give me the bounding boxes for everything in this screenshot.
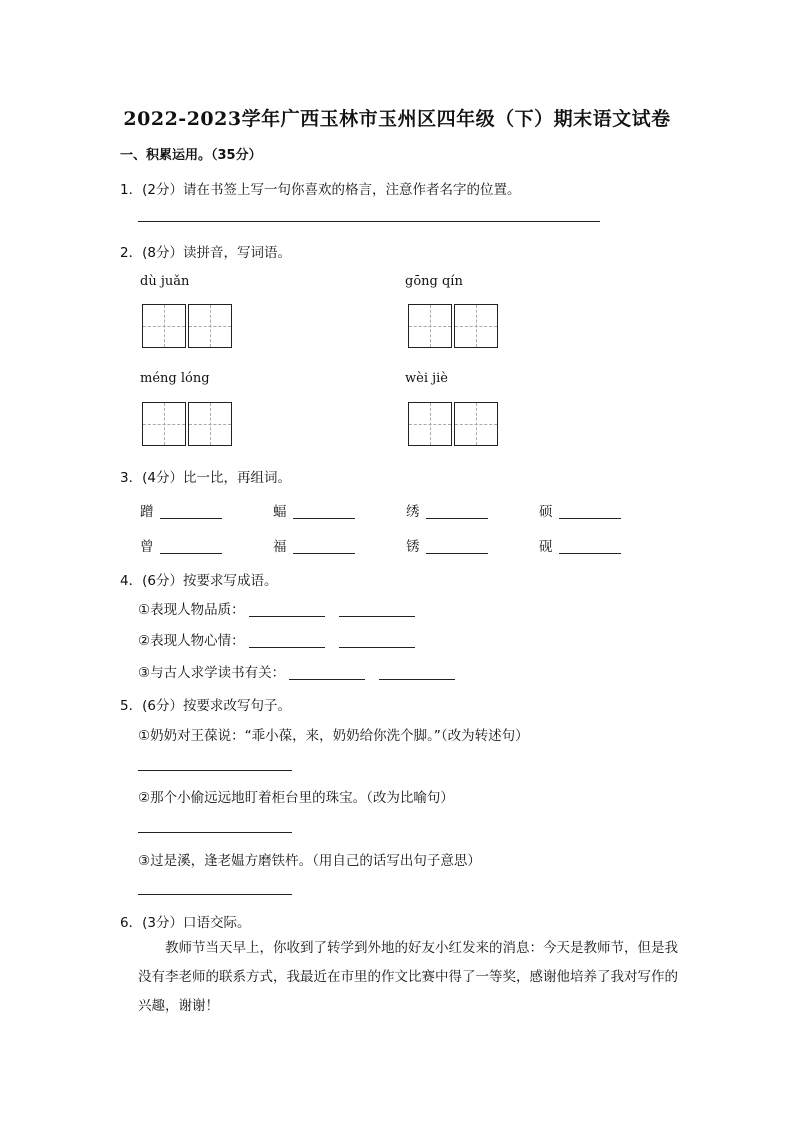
pinyin-1: dù juǎn [140,274,190,289]
answer-blank[interactable] [339,646,415,648]
answer-blank[interactable] [249,615,325,617]
char-item: 硕 [539,500,621,520]
answer-blank[interactable] [426,517,488,519]
page-title: 2022-2023学年广西玉林市玉州区四年级（下）期末语文试卷 [123,108,671,130]
char-item: 福 [273,535,355,555]
question-1: 1．(2分）请在书签上写一句你喜欢的格言，注意作者名字的位置。 [120,182,521,198]
rewrite-item-2: ②那个小偷远远地盯着柜台里的珠宝。（改为比喻句） [138,790,454,806]
question-4: 4．(6分）按要求写成语。 [120,573,278,589]
char-item: 砚 [539,535,621,555]
answer-blank[interactable] [426,552,488,554]
answer-blank[interactable] [379,678,455,680]
pinyin-3: méng lóng [140,371,210,386]
idiom-item-1: ①表现人物品质： [138,598,415,618]
idiom-item-2: ②表现人物心情： [138,629,415,649]
answer-blank[interactable] [249,646,325,648]
dialogue-paragraph: 教师节当天早上，你收到了转学到外地的好友小红发来的消息：今天是教师节，但是我没有李老师的联系方式，我最近在市里的作文比赛中得了一等奖，感谢他培养了我对写作的兴趣，谢谢！ [138,940,678,1014]
answer-blank[interactable] [339,615,415,617]
answer-blank[interactable] [160,517,222,519]
answer-line-q5-1[interactable] [138,770,292,771]
writing-grid-4[interactable] [408,402,498,446]
answer-blank[interactable] [289,678,365,680]
char-item: 锈 [406,535,488,555]
answer-line-q1[interactable] [138,221,600,222]
pinyin-4: wèi jiè [405,371,448,386]
answer-blank[interactable] [559,552,621,554]
char-item: 蝠 [273,500,355,520]
rewrite-item-1: ①奶奶对王葆说：“乖小葆，来，奶奶给你洗个脚。”（改为转述句） [138,728,529,744]
writing-grid-3[interactable] [142,402,232,446]
answer-blank[interactable] [293,517,355,519]
question-3: 3．(4分）比一比，再组词。 [120,470,291,486]
answer-blank[interactable] [559,517,621,519]
answer-blank[interactable] [160,552,222,554]
answer-line-q5-2[interactable] [138,832,292,833]
question-6: 6．(3分）口语交际。 [120,915,251,931]
question-2: 2．(8分）读拼音，写词语。 [120,245,291,261]
char-item: 蹭 [140,500,222,520]
writing-grid-1[interactable] [142,304,232,348]
section-heading: 一、积累运用。（35分） [120,148,262,163]
writing-grid-2[interactable] [408,304,498,348]
answer-line-q5-3[interactable] [138,894,292,895]
char-item: 曾 [140,535,222,555]
question-5: 5．(6分）按要求改写句子。 [120,698,291,714]
idiom-item-3: ③与古人求学读书有关： [138,661,455,681]
rewrite-item-3: ③过是溪，逢老媪方磨铁杵。（用自己的话写出句子意思） [138,853,481,869]
char-item: 绣 [406,500,488,520]
pinyin-2: gōng qín [405,274,463,289]
answer-blank[interactable] [293,552,355,554]
